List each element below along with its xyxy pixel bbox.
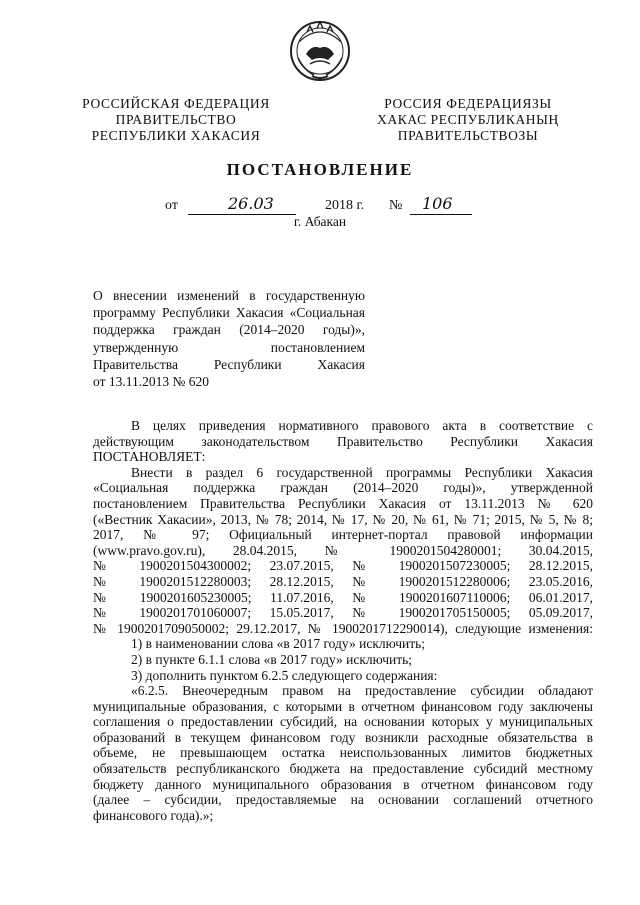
- handwritten-date: 26.03: [228, 194, 274, 213]
- body-line: ПОСТАНОВЛЯЕТ:: [93, 449, 206, 465]
- header-left-line-2: ПРАВИТЕЛЬСТВО: [115, 112, 237, 127]
- header-right-line-2: ХАКАС РЕСПУБЛИКАНЫҢ: [377, 112, 559, 127]
- body-line: объеме, не превышающем остатка неиспользованных лимитов бюджетных: [93, 745, 593, 761]
- subject-line: Правительства Республики Хакасия: [93, 356, 365, 372]
- subject-line: программу Республики Хакасия «Социальная: [93, 305, 365, 321]
- body-line: № 1900201701060007; 15.05.2017, № 1900201705150005; 05.09.2017,: [93, 605, 593, 621]
- body-line: соглашения о предоставлении субсидий, на основании которых у муниципальных: [93, 714, 593, 730]
- body-line: № 1900201605230005; 11.07.2016, № 1900201607110006; 06.01.2017,: [93, 589, 593, 605]
- body-line: 1) в наименовании слова «в 2017 году» исключить;: [131, 636, 426, 652]
- body-line: 2) в пункте 6.1.1 слова «в 2017 году» исключить;: [131, 651, 413, 667]
- body-line: Внести в раздел 6 государственной программы Республики Хакасия: [131, 464, 593, 480]
- body-line: муниципальные образования, с которыми в отчетном финансовом году заключены: [93, 698, 593, 714]
- document-title: ПОСТАНОВЛЕНИЕ: [226, 160, 414, 179]
- body-line: бюджету данного муниципального образования в отчетном финансовом году: [93, 776, 593, 792]
- date-from-label: от: [165, 198, 178, 213]
- header-right-line-1: РОССИЯ ФЕДЕРАЦИЯЗЫ: [384, 96, 552, 111]
- number-label: №: [389, 198, 403, 213]
- body-line: финансового года).»;: [93, 807, 214, 823]
- body-line: № 1900201504300002; 23.07.2015, № 1900201507230005; 28.12.2015,: [93, 558, 593, 574]
- body-line: «6.2.5. Внеочередным правом на предоставление субсидии обладают: [131, 683, 593, 699]
- header-right-block: [338, 96, 598, 144]
- year-label: 2018 г.: [325, 198, 365, 213]
- header-left-line-3: РЕСПУБЛИКИ ХАКАСИЯ: [91, 128, 261, 143]
- body-line: (www.pravo.gov.ru), 28.04.2015, № 1900201504280001; 30.04.2015,: [93, 542, 593, 558]
- header-left-line-1: РОССИЙСКАЯ ФЕДЕРАЦИЯ: [82, 96, 270, 111]
- header-right-line-3: ПРАВИТЕЛЬСТВОЗЫ: [397, 128, 539, 143]
- body-line: 3) дополнить пунктом 6.2.5 следующего содержания:: [131, 667, 438, 683]
- body-line: действующим законодательством Правительство Республики Хакасия: [93, 433, 593, 449]
- body-line: постановлением Правительства Республики Хакасия от 13.11.2013 № 620: [93, 495, 593, 511]
- body-line: обязательств республиканского бюджета на предоставление субсидий местному: [93, 761, 593, 777]
- document-body: [93, 418, 593, 823]
- body-line: № 1900201709050002; 29.12.2017, № 1900201712290014), следующие изменения:: [93, 620, 593, 636]
- header-left-block: [46, 96, 306, 144]
- body-line: 2017, № 97; Официальный интернет-портал правовой информации: [93, 527, 593, 543]
- coat-of-arms-emblem: [288, 18, 352, 82]
- subject-line: от 13.11.2013 № 620: [93, 374, 209, 390]
- handwritten-number: 106: [422, 194, 453, 213]
- subject-line: поддержка граждан (2014–2020 годы)»,: [93, 322, 365, 338]
- body-line: («Вестник Хакасии», 2013, № 78; 2014, № 17, № 20, № 61, № 71; 2015, № 5, № 8;: [93, 511, 593, 527]
- body-line: «Социальная поддержка граждан (2014–2020 годы)», утвержденной: [93, 480, 593, 496]
- body-line: № 1900201512280003; 28.12.2015, № 1900201512280006; 23.05.2016,: [93, 573, 593, 589]
- city-label: г. Абакан: [293, 214, 347, 229]
- body-line: В целях приведения нормативного правового акта в соответствие с: [131, 418, 593, 433]
- body-line: (далее – субсидии, предоставляемые на основании соглашений отчетного: [93, 792, 593, 808]
- subject-block: [93, 287, 365, 390]
- subject-line: утвержденную постановлением: [93, 339, 365, 355]
- body-line: образований в текущем финансовом году возникли расходные обязательства в: [93, 729, 593, 745]
- subject-line: О внесении изменений в государственную: [93, 288, 365, 303]
